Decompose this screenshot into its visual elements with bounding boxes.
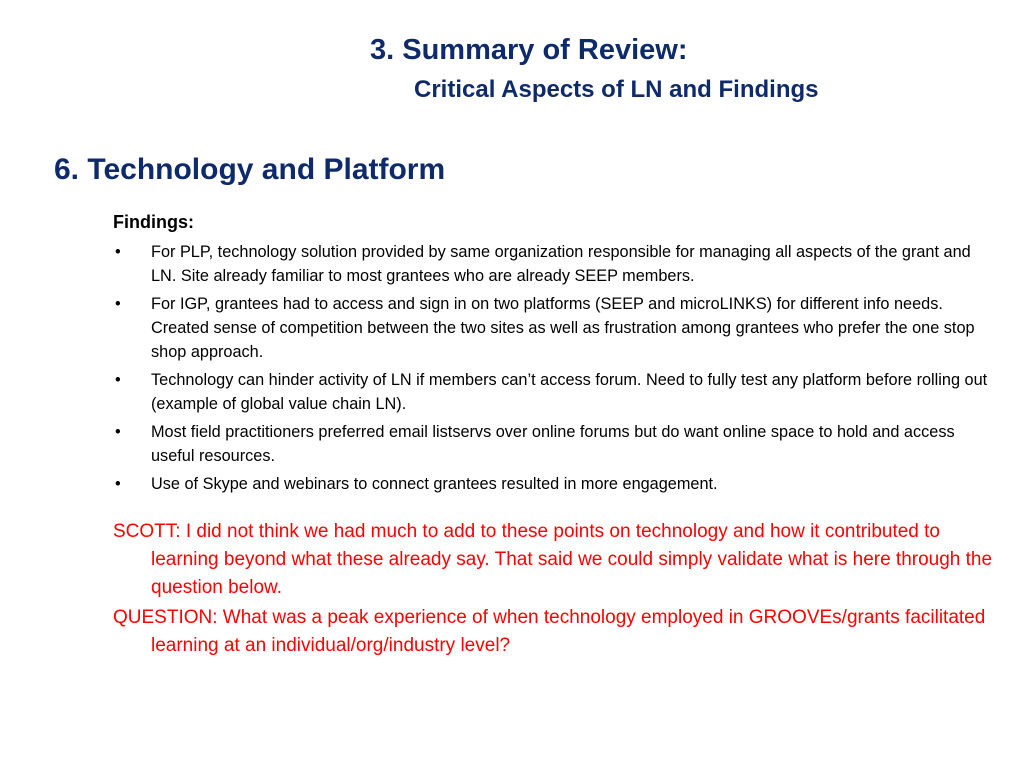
bullet-icon: • — [115, 475, 121, 493]
list-item — [113, 472, 993, 496]
notes-section — [113, 518, 993, 660]
question-note: QUESTION: What was a peak experience of when technology employed in GROOVEs/grants facilitated learning at an individual/org/industry level? — [113, 607, 986, 656]
bullet-icon: • — [115, 371, 121, 389]
scott-note: SCOTT: I did not think we had much to add to these points on technology and how it contributed to learning beyond what these already say. That said we could simply validate what is here through the question below. — [113, 521, 993, 598]
list-item — [113, 240, 993, 288]
section-title: 6. Technology and Platform — [54, 153, 446, 186]
slide-title: 3. Summary of Review: — [370, 34, 688, 66]
bullet-icon: • — [115, 295, 121, 313]
list-item — [113, 292, 993, 364]
findings-list — [113, 240, 993, 496]
list-item — [113, 368, 993, 416]
findings-label: Findings: — [113, 212, 194, 232]
slide-content — [113, 212, 993, 662]
bullet-icon: • — [115, 423, 121, 441]
list-item-text: For PLP, technology solution provided by same organization responsible for managing all aspects of the grant and LN. Site already familiar to most grantees who are already SEEP members. — [151, 243, 971, 285]
bullet-icon: • — [115, 243, 121, 261]
list-item — [113, 420, 993, 468]
list-item-text: Use of Skype and webinars to connect grantees resulted in more engagement. — [151, 475, 718, 493]
list-item-text: For IGP, grantees had to access and sign in on two platforms (SEEP and microLINKS) for different info needs. Created sense of competition between the two sites as well as frustration among grantees who prefer the one stop shop approach. — [151, 295, 975, 361]
list-item-text: Most field practitioners preferred email listservs over online forums but do want online space to hold and access useful resources. — [151, 423, 955, 465]
slide-subtitle: Critical Aspects of LN and Findings — [414, 76, 819, 103]
list-item-text: Technology can hinder activity of LN if members can’t access forum. Need to fully test any platform before rolling out (example of global value chain LN). — [151, 371, 988, 413]
